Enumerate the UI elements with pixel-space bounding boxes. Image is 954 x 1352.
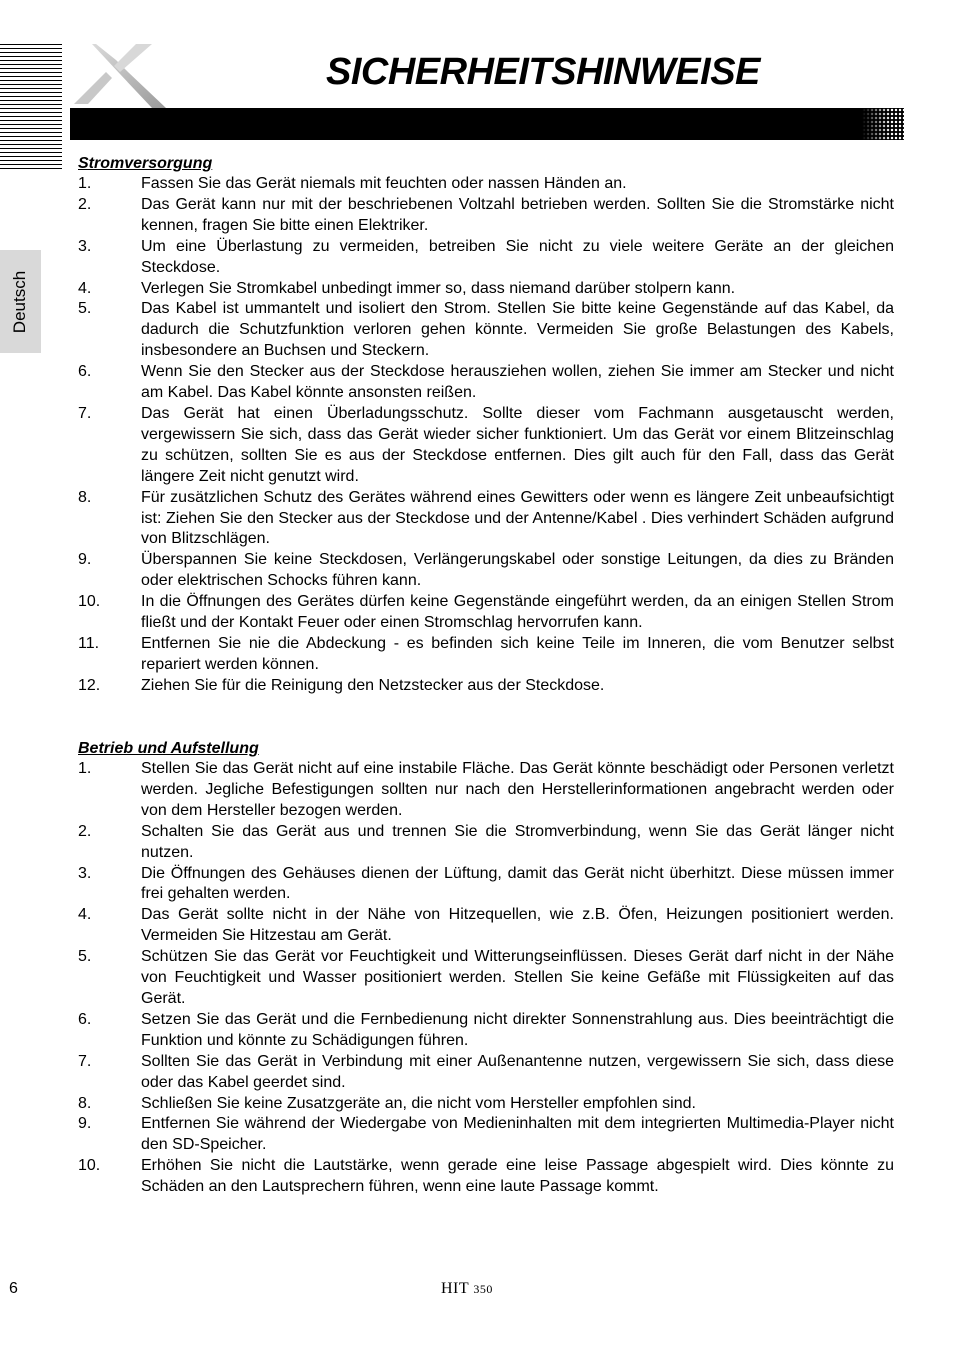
page-title: SICHERHEITSHINWEISE (326, 51, 760, 93)
item-text: Sollten Sie das Gerät in Verbindung mit einer Außenantenne nutzen, vergewissern Sie sich, dass diese oder das Kabel geerdet sind. (141, 1052, 894, 1091)
list-item (78, 550, 894, 592)
item-text: Ziehen Sie für die Reinigung den Netzstecker aus der Steckdose. (141, 676, 605, 694)
item-text: Stellen Sie das Gerät nicht auf eine instabile Fläche. Das Gerät könnte beschädigt oder Personen verletzt werden. Jegliche Befestigungen sollten nur nach den Herstellerinformationen angebracht werden oder von dem Hersteller bezogen werden. (141, 760, 894, 819)
model-name (441, 1279, 493, 1299)
item-text: Die Öffnungen des Gehäuses dienen der Lüftung, damit das Gerät nicht überhitzt. Diese müssen immer frei gehalten werden. (141, 864, 894, 903)
item-text: Wenn Sie den Stecker aus der Steckdose herausziehen wollen, ziehen Sie immer am Stecker und nicht am Kabel. Das Kabel könnte ansonsten reißen. (141, 363, 894, 402)
language-tab-label: Deutsch (10, 270, 30, 333)
item-number: 12. (78, 676, 101, 694)
item-number: 11. (78, 634, 100, 652)
item-number: 2. (78, 822, 92, 840)
item-number: 7. (78, 1052, 92, 1070)
model-name-text: HIT (441, 1280, 469, 1297)
item-text: Das Gerät hat einen Überladungsschutz. Sollte dieser vom Fachmann ausgetauscht werden, vergewissern Sie sich, dass das Gerät wieder sicher funktioniert. Um das Gerät vor einem Blitzeinschlag zu schützen, sollten Sie es aus der Steckdose entfernen. Dies gilt auch für den Fall, dass das Gerät längere Zeit nicht genutzt wird. (141, 404, 894, 485)
list-item (78, 404, 894, 488)
list-item (78, 905, 894, 947)
list-item (78, 362, 894, 404)
item-number: 8. (78, 1094, 92, 1112)
item-text: Das Kabel ist ummantelt und isoliert den Strom. Stellen Sie bitte keine Gegenstände auf das Kabel, da dadurch die Schutzfunktion verloren gehen könnte. Vermeiden Sie große Belastungen des Kabels, insbesondere an Buchsen und Steckern. (141, 300, 894, 360)
item-number: 10. (78, 593, 101, 611)
header-bar (70, 108, 904, 140)
item-number: 4. (78, 906, 92, 924)
list-item (78, 1010, 894, 1052)
item-number: 8. (78, 488, 92, 506)
item-text: Setzen Sie das Gerät und die Fernbedienung nicht direkter Sonnenstrahlung aus. Dies beeinträchtigt die Funktion und könnte zu Schädigungen führen. (141, 1010, 894, 1049)
list-item (78, 488, 894, 551)
list-item (78, 1094, 894, 1115)
item-number: 1. (78, 175, 92, 192)
item-text: Verlegen Sie Stromkabel unbedingt immer so, dass niemand darüber stolpern kann. (141, 279, 736, 297)
item-number: 9. (78, 1115, 92, 1133)
item-number: 2. (78, 195, 92, 213)
item-text: Schließen Sie keine Zusatzgeräte an, die nicht vom Hersteller empfohlen sind. (141, 1094, 696, 1112)
item-number: 7. (78, 404, 92, 422)
item-number: 1. (78, 760, 92, 777)
item-number: 6. (78, 1010, 92, 1028)
item-text: Überspannen Sie keine Steckdosen, Verlängerungskabel oder sonstige Leitungen, da dies zu Bränden oder elektrischen Schocks führen kann. (141, 551, 894, 590)
item-text: Schalten Sie das Gerät aus und trennen Sie die Stromverbindung, wenn Sie das Gerät länger nicht nutzen. (141, 822, 894, 861)
list-item (78, 174, 894, 195)
item-number: 3. (78, 864, 92, 882)
list-item (78, 1052, 894, 1094)
item-number: 5. (78, 948, 92, 966)
item-text: Erhöhen Sie nicht die Lautstärke, wenn gerade eine leise Passage abgespielt wird. Dies könnte zu Schäden an den Lautsprechern führen, wenn eine laute Passage kommt. (141, 1157, 894, 1196)
safety-list (78, 759, 894, 1198)
item-text: Entfernen Sie während der Wiedergabe von Medieninhalten mit dem integrierten Multimedia-Player nicht den SD-Speicher. (141, 1115, 894, 1154)
list-item (78, 864, 894, 906)
list-item (78, 237, 894, 279)
list-item (78, 299, 894, 362)
halftone-dots (862, 108, 904, 140)
brand-x-logo (66, 38, 176, 110)
item-text: Für zusätzlichen Schutz des Gerätes während eines Gewitters oder wenn es längere Zeit unbeaufsichtigt ist: Ziehen Sie den Stecker aus der Steckdose und der Antenne/Kabel . Dies verhindert Schäden aufgrund von Blitzschlägen. (141, 488, 894, 548)
item-text: Entfernen Sie nie die Abdeckung - es befinden sich keine Teile im Inneren, die vom Benutzer selbst repariert werden können. (141, 634, 894, 673)
list-item (78, 279, 894, 300)
item-number: 10. (78, 1157, 101, 1175)
decorative-stripes (0, 44, 62, 170)
model-number: 350 (473, 1282, 493, 1296)
list-item (78, 1156, 894, 1198)
item-number: 6. (78, 363, 92, 381)
item-text: Schützen Sie das Gerät vor Feuchtigkeit und Witterungseinflüssen. Dieses Gerät darf nicht in der Nähe von Feuchtigkeit und Wasser positioniert werden. Stellen Sie keine Gefäße mit Flüssigkeiten auf das Gerät. (141, 948, 894, 1007)
item-number: 9. (78, 551, 92, 569)
list-item (78, 195, 894, 237)
list-item (78, 822, 894, 864)
list-item (78, 676, 894, 697)
list-item (78, 634, 894, 676)
item-number: 3. (78, 237, 92, 255)
list-item (78, 759, 894, 822)
section-betrieb-und-aufstellung (78, 738, 894, 1198)
section-stromversorgung (78, 153, 894, 697)
section-heading: Betrieb und Aufstellung (78, 740, 259, 757)
safety-list (78, 174, 894, 697)
page-number: 6 (9, 1280, 18, 1297)
item-text: Das Gerät sollte nicht in der Nähe von Hitzequellen, wie z.B. Öfen, Heizungen positioniert werden. Vermeiden Sie Hitzestau am Gerät. (141, 906, 894, 945)
language-tab (0, 250, 41, 353)
list-item (78, 1114, 894, 1156)
item-number: 5. (78, 300, 92, 318)
section-heading: Stromversorgung (78, 155, 213, 172)
item-text: Das Gerät kann nur mit der beschriebenen Voltzahl betrieben werden. Sollten Sie die Stromstärke nicht kennen, fragen Sie bitte einen Elektriker. (141, 195, 894, 234)
list-item (78, 592, 894, 634)
item-number: 4. (78, 279, 92, 297)
item-text: Fassen Sie das Gerät niemals mit feuchten oder nassen Händen an. (141, 175, 627, 192)
list-item (78, 947, 894, 1010)
item-text: In die Öffnungen des Gerätes dürfen keine Gegenstände eingeführt werden, da an einigen Stellen Strom fließt und der Kontakt Feuer oder einen Stromschlag hervorrufen kann. (141, 593, 894, 632)
item-text: Um eine Überlastung zu vermeiden, betreiben Sie nicht zu viele weitere Geräte an der gleichen Steckdose. (141, 237, 894, 276)
